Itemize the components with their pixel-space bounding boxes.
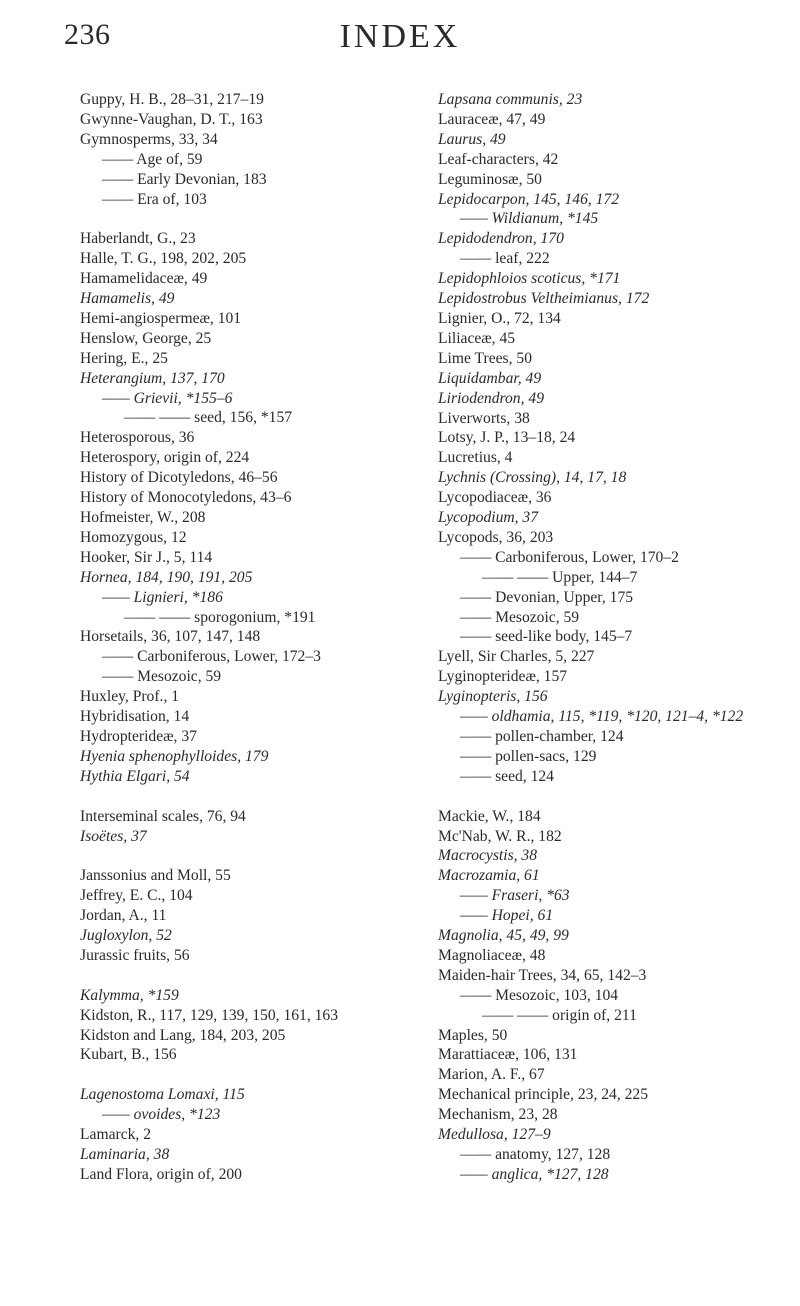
index-entry: Jugloxylon, 52 xyxy=(80,927,172,945)
index-entry: Lepidodendron, 170 xyxy=(438,230,564,248)
index-subentry: —— Hopei, 61 xyxy=(460,907,554,925)
index-subentry: —— Devonian, Upper, 175 xyxy=(460,588,634,606)
index-subentry: —— Carboniferous, Lower, 172–3 xyxy=(102,648,321,666)
index-entry: Lyell, Sir Charles, 5, 227 xyxy=(438,648,595,666)
index-entry: Marattiaceæ, 106, 131 xyxy=(438,1046,578,1064)
index-subentry: —— Mesozoic, 103, 104 xyxy=(460,986,619,1004)
index-subentry: —— Lignieri, *186 xyxy=(102,588,223,606)
index-entry: Lyginopteris, 156 xyxy=(438,688,548,706)
index-entry: Liverworts, 38 xyxy=(438,409,530,427)
index-entry: Hofmeister, W., 208 xyxy=(80,509,206,527)
index-subentry: —— Era of, 103 xyxy=(102,190,207,208)
index-entry: Hybridisation, 14 xyxy=(80,708,190,726)
index-entry: Huxley, Prof., 1 xyxy=(80,688,180,706)
section-gap xyxy=(80,209,415,229)
index-entry: Lycopodium, 37 xyxy=(438,509,539,527)
index-subentry: —— pollen-sacs, 129 xyxy=(460,747,597,765)
index-entry: Lepidocarpon, 145, 146, 172 xyxy=(438,190,620,208)
index-entry: Kalymma, *159 xyxy=(80,986,179,1004)
index-entry: Jordan, A., 11 xyxy=(80,907,167,925)
index-entry: Land Flora, origin of, 200 xyxy=(80,1165,242,1183)
index-entry: Lamarck, 2 xyxy=(80,1126,152,1144)
section-gap xyxy=(80,787,415,807)
index-entry: Hemi-angiospermeæ, 101 xyxy=(80,309,242,327)
index-entry: Mechanism, 23, 28 xyxy=(438,1106,558,1124)
index-entry: Heterangium, 137, 170 xyxy=(80,369,225,387)
index-entry: Jeffrey, E. C., 104 xyxy=(80,887,193,905)
index-entry: Laminaria, 38 xyxy=(80,1145,170,1163)
index-entry: Lotsy, J. P., 13–18, 24 xyxy=(438,429,576,447)
index-entry: Hythia Elgari, 54 xyxy=(80,767,190,785)
index-entry: Leaf-characters, 42 xyxy=(438,150,559,168)
index-entry: Hering, E., 25 xyxy=(80,349,168,367)
index-entry: Medullosa, 127–9 xyxy=(438,1126,551,1144)
section-gap xyxy=(438,787,783,807)
index-entry: Halle, T. G., 198, 202, 205 xyxy=(80,250,247,268)
index-entry: Magnoliaceæ, 48 xyxy=(438,946,546,964)
index-entry: Homozygous, 12 xyxy=(80,528,187,546)
index-entry: Heterospory, origin of, 224 xyxy=(80,449,250,467)
index-subentry: —— —— origin of, 211 xyxy=(482,1006,637,1024)
index-entry: Lignier, O., 72, 134 xyxy=(438,309,561,327)
index-subentry: —— Carboniferous, Lower, 170–2 xyxy=(460,548,679,566)
index-entry: Liliaceæ, 45 xyxy=(438,329,516,347)
index-entry: Mechanical principle, 23, 24, 225 xyxy=(438,1086,649,1104)
index-subentry: —— Wildianum, *145 xyxy=(460,210,599,228)
index-entry: Hyenia sphenophylloides, 179 xyxy=(80,747,269,765)
index-subentry: —— Mesozoic, 59 xyxy=(102,668,222,686)
index-entry: Horsetails, 36, 107, 147, 148 xyxy=(80,628,261,646)
index-subentry: —— pollen-chamber, 124 xyxy=(460,728,624,745)
index-entry: Interseminal scales, 76, 94 xyxy=(80,807,246,825)
index-subentry: —— seed-like body, 145–7 xyxy=(460,628,633,646)
index-entry: Liquidambar, 49 xyxy=(438,369,542,387)
index-entry: Jurassic fruits, 56 xyxy=(80,946,190,964)
index-entry: History of Monocotyledons, 43–6 xyxy=(80,489,292,507)
page-title: INDEX xyxy=(339,18,461,55)
index-column-right xyxy=(438,90,783,1185)
index-entry: Liriodendron, 49 xyxy=(438,389,544,407)
index-subentry: —— —— sporogonium, *191 xyxy=(124,608,316,626)
index-entry: Isoëtes, 37 xyxy=(80,827,147,845)
index-entry: Leguminosæ, 50 xyxy=(438,170,542,188)
index-entry: Hornea, 184, 190, 191, 205 xyxy=(80,568,253,586)
page-number: 236 xyxy=(64,18,111,51)
index-entry: Hooker, Sir J., 5, 114 xyxy=(80,548,213,566)
index-entry: Lepidophloios scoticus, *171 xyxy=(438,270,621,288)
index-subentry: —— Age of, 59 xyxy=(102,150,203,168)
index-entry: Hydropterideæ, 37 xyxy=(80,727,197,745)
index-subentry: —— leaf, 222 xyxy=(460,250,550,268)
index-entry: Mc'Nab, W. R., 182 xyxy=(438,827,562,845)
index-entry: Maples, 50 xyxy=(438,1026,508,1044)
index-entry: Lapsana communis, 23 xyxy=(438,91,583,108)
section-gap xyxy=(80,966,415,986)
index-entry: Lagenostoma Lomaxi, 115 xyxy=(80,1086,245,1104)
index-subentry: —— Mesozoic, 59 xyxy=(460,608,580,626)
index-entry: Lauraceæ, 47, 49 xyxy=(438,110,546,128)
index-entry: Maiden-hair Trees, 34, 65, 142–3 xyxy=(438,966,647,984)
index-entry: Lepidostrobus Veltheimianus, 172 xyxy=(438,290,650,308)
index-entry: Lime Trees, 50 xyxy=(438,349,532,367)
index-entry: Lychnis (Crossing), 14, 17, 18 xyxy=(438,469,627,487)
section-gap xyxy=(80,846,415,866)
index-subentry: —— anglica, *127, 128 xyxy=(460,1165,609,1183)
index-subentry: —— —— seed, 156, *157 xyxy=(124,409,293,427)
index-entry: History of Dicotyledons, 46–56 xyxy=(80,469,278,487)
index-entry: Macrozamia, 61 xyxy=(438,867,540,885)
index-entry: Lycopodiaceæ, 36 xyxy=(438,489,552,507)
index-subentry: —— —— Upper, 144–7 xyxy=(482,568,638,586)
index-entry: Kidston and Lang, 184, 203, 205 xyxy=(80,1026,286,1044)
index-entry: Gwynne-Vaughan, D. T., 163 xyxy=(80,110,263,128)
index-subentry: —— ovoides, *123 xyxy=(102,1106,221,1124)
index-entry: Lyginopterideæ, 157 xyxy=(438,668,568,686)
index-entry: Kubart, B., 156 xyxy=(80,1046,177,1064)
index-subentry: —— Grievii, *155–6 xyxy=(102,389,233,407)
index-subentry: —— anatomy, 127, 128 xyxy=(460,1146,611,1164)
index-entry: Henslow, George, 25 xyxy=(80,329,212,347)
index-entry: Haberlandt, G., 23 xyxy=(80,230,196,248)
index-entry: Hamamelidaceæ, 49 xyxy=(80,270,208,288)
index-entry: Magnolia, 45, 49, 99 xyxy=(438,927,569,945)
index-entry: Janssonius and Moll, 55 xyxy=(80,867,231,885)
index-entry: Macrocystis, 38 xyxy=(438,847,538,865)
index-entry: Gymnosperms, 33, 34 xyxy=(80,130,218,148)
index-entry: Mackie, W., 184 xyxy=(438,807,541,825)
index-subentry: —— seed, 124 xyxy=(460,767,554,785)
index-entry: Marion, A. F., 67 xyxy=(438,1066,545,1084)
index-subentry: —— Fraseri, *63 xyxy=(460,887,570,905)
index-entry: Kidston, R., 117, 129, 139, 150, 161, 163 xyxy=(80,1006,339,1024)
section-gap xyxy=(80,1065,415,1085)
index-entry: Laurus, 49 xyxy=(438,130,506,148)
index-entry: Lucretius, 4 xyxy=(438,449,513,467)
index-subentry: —— Early Devonian, 183 xyxy=(102,170,267,188)
index-column-left xyxy=(80,90,415,1185)
index-entry: Lycopods, 36, 203 xyxy=(438,528,554,546)
index-subentry: —— oldhamia, 115, *119, *120, 121–4, *122 xyxy=(460,708,744,726)
index-entry: Heterosporous, 36 xyxy=(80,429,195,447)
index-entry: Hamamelis, 49 xyxy=(80,290,175,308)
index-entry: Guppy, H. B., 28–31, 217–19 xyxy=(80,91,264,108)
